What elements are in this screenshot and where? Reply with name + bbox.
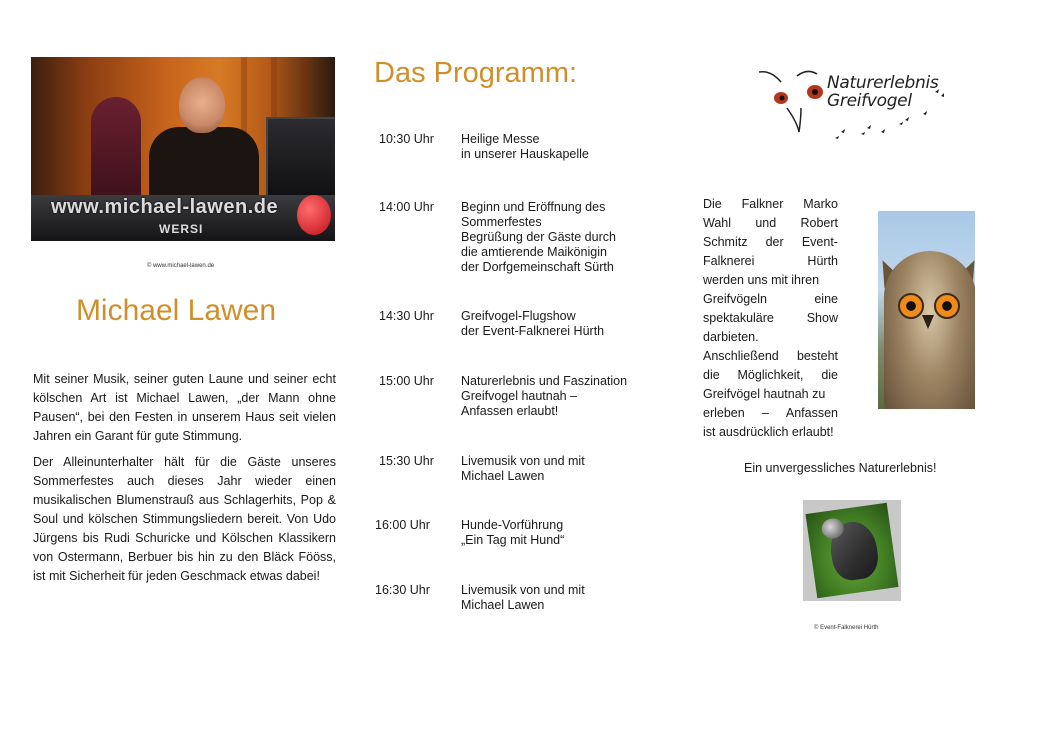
word: die [703,368,720,382]
balloon [297,195,331,235]
logo-text [827,74,938,110]
paragraph-text: Der Alleinunterhalter hält für die Gäste unseres Sommerfestes auch dieses Jahr wieder einen musikalischen Blumenstrauß aus Schlagerhits, Pop & Soul und kölschen Stimmungsliedern bereit. Von Udo Jürgens bis Rudi Schuricke und Kölschen Klassikern von Ostermann, Berbuer bis hin zu den Bläck Fööss, ist mit Sicherheit für jeden Geschmack etwas dabei! [33,455,336,583]
artist-paragraph-2 [33,453,336,586]
paragraph-line [703,328,759,347]
program-description [461,309,604,339]
program-line: Anfassen erlaubt! [461,404,559,418]
program-description [461,374,627,419]
program-line: Michael Lawen [461,469,545,483]
falconer-paragraph [703,195,838,445]
artist-paragraph-1 [33,370,336,446]
program-title: Das Programm: [374,57,578,89]
logo-line: Naturerlebnis [827,73,939,93]
keyboard-brand: WERSI [159,222,204,236]
program-time: 14:00 Uhr [379,200,434,214]
word: Marko [803,197,838,211]
paragraph-line [703,366,838,385]
paragraph-line [703,290,838,309]
word: Die [703,197,722,211]
tagline: Ein unvergessliches Naturerlebnis! [744,461,937,475]
falconry-logo [757,62,947,144]
photo-caption: © www.michael-lawen.de [147,263,215,269]
word: Wahl [703,216,732,230]
word: – [761,406,769,420]
artist-name: Michael Lawen [75,294,277,327]
word: die [821,368,838,382]
program-line: Livemusik von und mit [461,454,585,468]
word: der [765,235,784,249]
paragraph-line [703,214,838,233]
owl-photo [878,211,975,409]
program-description [461,200,616,275]
falcon-photo [803,500,901,601]
word: Falkner [741,197,784,211]
word: Anfassen [785,406,838,420]
program-line: Naturerlebnis und Faszination [461,374,628,388]
word: Event- [801,235,838,249]
program-time: 15:30 Uhr [379,454,434,468]
word: besteht [796,349,838,363]
word: Robert [800,216,838,230]
program-time: 16:30 Uhr [375,583,430,597]
word: Schmitz [703,235,748,249]
program-line: „Ein Tag mit Hund“ [461,533,565,547]
owl-body [884,251,975,409]
program-line: Beginn und Eröffnung des [461,200,606,214]
paragraph-text: Mit seiner Musik, seiner guten Laune und seiner echt kölschen Art ist Michael Lawen, „der Mann ohne Pausen“, bei den Festen in unserem Haus seit vielen Jahren ein Garant für gute Stimmung. [33,372,336,443]
program-time: 16:00 Uhr [375,518,430,532]
word: Greifvögeln [703,292,767,306]
program-line: Greifvogel-Flugshow [461,309,576,323]
photo-watermark: www.michael-lawen.de [51,196,279,218]
program-description [461,454,585,484]
program-line: Michael Lawen [461,598,545,612]
program-line: Hunde-Vorführung [461,518,564,532]
word: eine [814,292,838,306]
program-description [461,132,589,162]
program-line: der Event-Falknerei Hürth [461,324,605,338]
background-person [91,97,141,207]
falcon-photo-inner [805,503,898,599]
program-time: 14:30 Uhr [379,309,434,323]
program-line: Sommerfestes [461,215,542,229]
word: werden uns mit ihren [703,273,820,287]
logo-line: Greifvogel [827,91,912,111]
paragraph-line [703,271,819,290]
program-line: Livemusik von und mit [461,583,585,597]
word: Möglichkeit, [737,368,804,382]
word: erleben [703,406,745,420]
word: spektakuläre [703,311,774,325]
equipment-stand [266,117,335,201]
paragraph-line [703,385,825,404]
program-line: die amtierende Maikönigin [461,245,607,259]
paragraph-line [703,347,838,366]
program-description [461,518,564,548]
program-line: Heilige Messe [461,132,540,146]
word: Show [806,311,838,325]
program-line: Greifvogel hautnah – [461,389,578,403]
owl-beak [922,315,934,329]
program-line: Begrüßung der Gäste durch [461,230,616,244]
paragraph-line [703,195,838,214]
michael-lawen-photo [31,57,335,241]
owl-eye [898,293,924,319]
word: darbieten. [703,330,759,344]
word: Hürth [807,254,838,268]
word: ist ausdrücklich erlaubt! [703,425,834,439]
paragraph-line [703,252,838,271]
paragraph-line [703,404,838,423]
falcon-caption: © Event-Falknerei Hürth [814,625,879,631]
musician-head [179,77,225,133]
word: Falknerei [703,254,755,268]
paragraph-line [703,423,834,442]
program-time: 15:00 Uhr [379,374,434,388]
paragraph-line [703,309,838,328]
word: und [755,216,777,230]
program-description [461,583,585,613]
word: Greifvögel hautnah zu [703,387,826,401]
paragraph-line [703,233,838,252]
program-line: in unserer Hauskapelle [461,147,589,161]
word: Anschließend [703,349,779,363]
program-time: 10:30 Uhr [379,132,434,146]
owl-eye [934,293,960,319]
program-line: der Dorfgemeinschaft Sürth [461,260,614,274]
